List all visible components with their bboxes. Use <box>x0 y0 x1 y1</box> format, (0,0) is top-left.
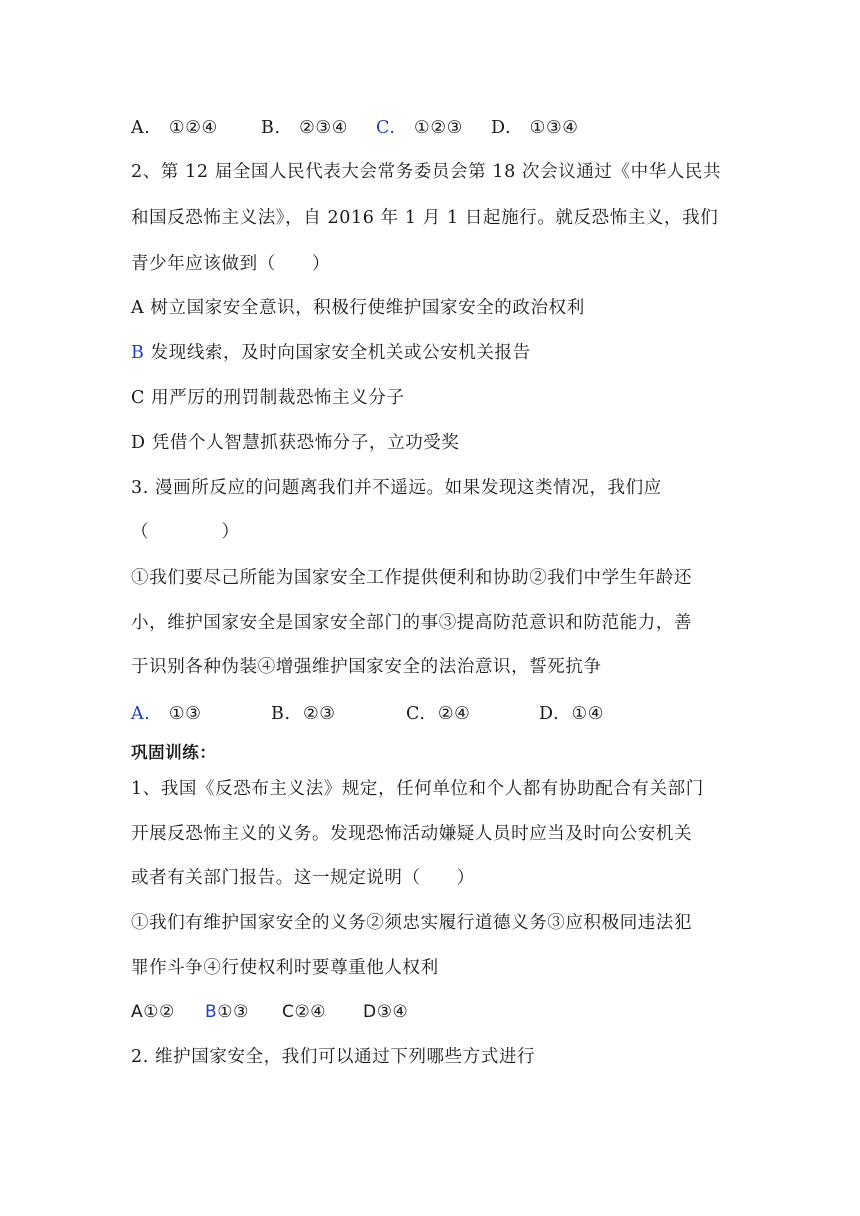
ex1-statement-line-1: ①我们有维护国家安全的义务②须忠实履行道德义务③应积极同违法犯 <box>131 913 693 933</box>
q2-option-b <box>131 341 741 365</box>
q3-option-d-text: ①④ <box>571 704 605 724</box>
ex1-option-c: C②④ <box>282 1002 327 1022</box>
ex1-option-b-text: ①③ <box>217 1002 249 1022</box>
ex2-stem-line-1: 2. 维护国家安全，我们可以通过下列哪些方式进行 <box>131 1047 536 1067</box>
q1-options-row <box>131 116 741 140</box>
q3-stem-line-2: （ ） <box>131 522 240 542</box>
q1-option-d <box>491 116 579 140</box>
q3-option-a-letter: A. <box>131 704 151 724</box>
q2-option-c: C 用严厉的刑罚制裁恐怖主义分子 <box>131 388 405 408</box>
q3-options-row <box>131 702 741 726</box>
q3-option-a <box>131 702 201 726</box>
q2-option-a: A 树立国家安全意识，积极行使维护国家安全的政治权利 <box>131 298 585 318</box>
q1-option-a-letter: A. <box>131 118 151 138</box>
q1-option-d-text: ①③④ <box>529 118 579 138</box>
q3-statement-line-3: 于识别各种伪装④增强维护国家安全的法治意识，誓死抗争 <box>131 657 602 677</box>
q2-option-b-text: 发现线索，及时向国家安全机关或公安机关报告 <box>144 343 531 363</box>
q3-statement-line-1: ①我们要尽己所能为国家安全工作提供便利和协助②我们中学生年龄还 <box>131 568 693 588</box>
ex1-stem-line-2: 开展反恐怖主义的义务。发现恐怖活动嫌疑人员时应当及时向公安机关 <box>131 824 693 844</box>
ex1-option-b-letter: B <box>205 1002 218 1022</box>
section-heading: 巩固训练： <box>131 743 217 762</box>
q3-option-d-letter: D. <box>539 704 560 724</box>
q3-option-d <box>539 702 604 726</box>
q1-option-b <box>261 116 348 140</box>
q1-option-b-letter: B. <box>261 118 281 138</box>
q3-option-b <box>271 702 336 726</box>
q1-option-c-letter: C. <box>376 118 396 138</box>
q1-option-a <box>131 116 218 140</box>
q1-option-c-text: ①②③ <box>414 118 463 138</box>
q3-statement-line-2: 小，维护国家安全是国家安全部门的事③提高防范意识和防范能力，善 <box>131 613 693 633</box>
q2-stem-line-1: 2、第 12 届全国人民代表大会常务委员会第 18 次会议通过《中华人民共 <box>131 162 722 182</box>
ex1-option-a: A①② <box>131 1002 175 1022</box>
q2-stem-line-2: 和国反恐怖主义法》，自 2016 年 1 月 1 日起施行。就反恐怖主义，我们 <box>131 208 719 228</box>
q2-option-d: D 凭借个人智慧抓获恐怖分子，立功受奖 <box>131 433 460 453</box>
q3-option-b-text: ②③ <box>302 704 336 724</box>
ex1-options-row <box>131 1000 741 1024</box>
q3-option-c <box>406 702 470 726</box>
q1-option-d-letter: D. <box>491 118 512 138</box>
q2-option-b-letter: B <box>131 343 145 363</box>
q3-option-a-text: ①③ <box>168 704 202 724</box>
ex1-stem-line-1: 1、我国《反恐布主义法》规定，任何单位和个人都有协助配合有关部门 <box>131 779 704 799</box>
ex1-statement-line-2: 罪作斗争④行使权利时要尊重他人权利 <box>131 958 439 978</box>
q1-option-a-text: ①②④ <box>168 118 218 138</box>
ex1-stem-line-3: 或者有关部门报告。这一规定说明（ ） <box>131 868 475 888</box>
q2-stem-line-3: 青少年应该做到（ ） <box>131 254 331 274</box>
ex1-option-d: D③④ <box>363 1002 409 1022</box>
q3-option-b-letter: B. <box>271 704 291 724</box>
q3-option-c-letter: C. <box>406 704 426 724</box>
q1-option-b-text: ②③④ <box>299 118 348 138</box>
q3-stem-line-1: 3. 漫画所反应的问题离我们并不遥远。如果发现这类情况，我们应 <box>131 478 662 498</box>
q3-option-c-text: ②④ <box>437 704 471 724</box>
q1-option-c <box>376 116 463 140</box>
ex1-option-b <box>205 1000 249 1024</box>
